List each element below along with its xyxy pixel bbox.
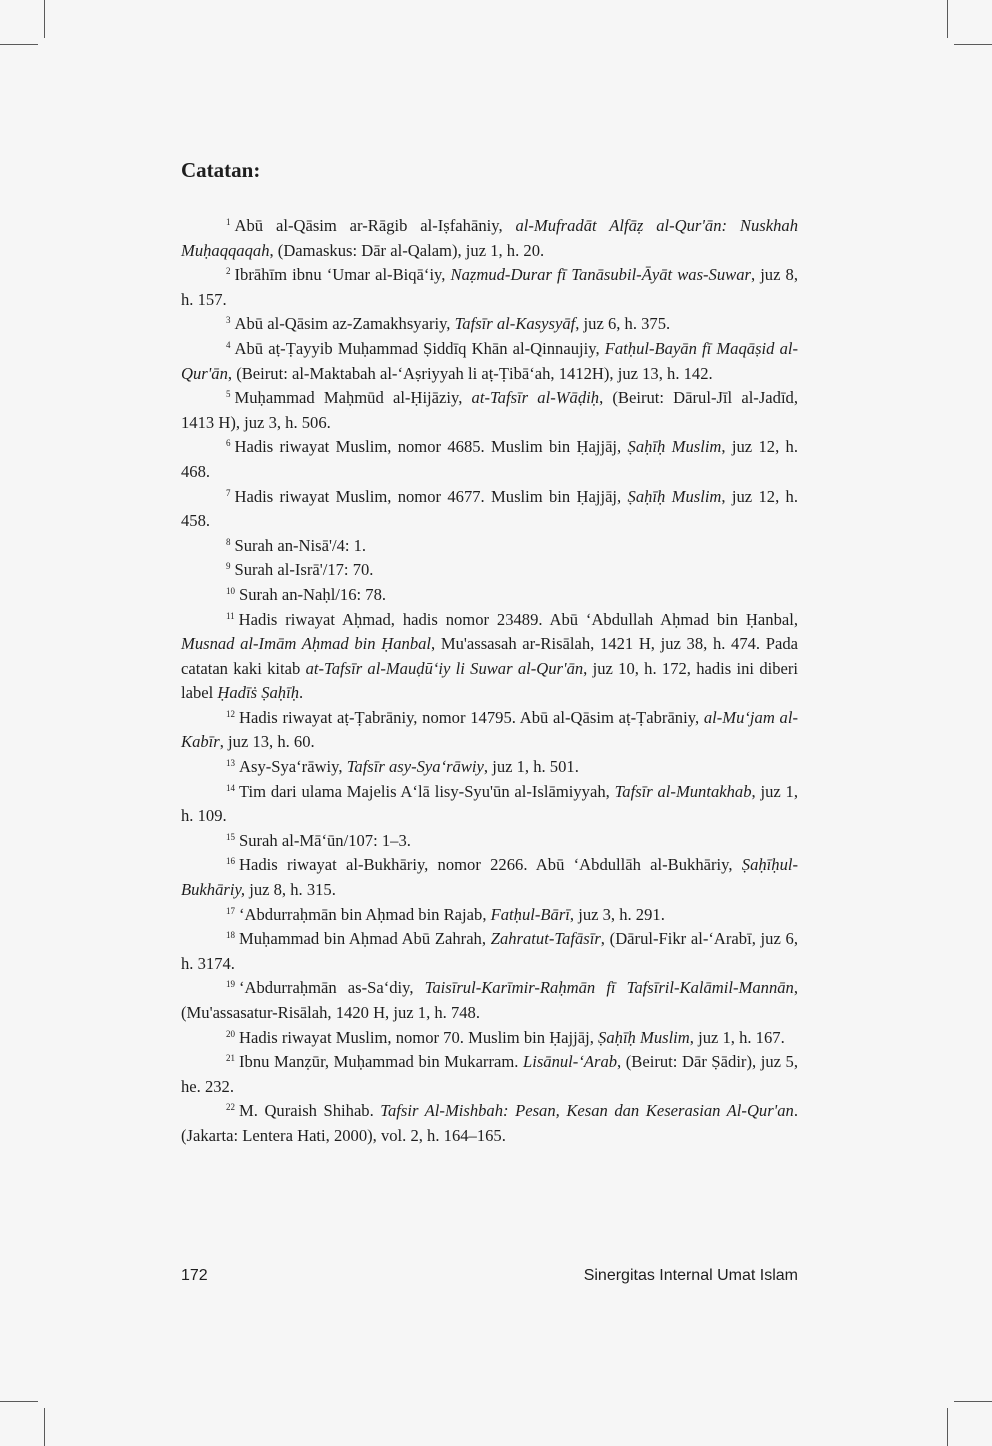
endnote-number: 20 bbox=[226, 1028, 235, 1039]
running-title: Sinergitas Internal Umat Islam bbox=[583, 1267, 798, 1284]
endnote bbox=[181, 608, 798, 706]
endnote bbox=[181, 312, 798, 337]
endnote-number: 21 bbox=[226, 1053, 235, 1064]
endnote-number: 12 bbox=[226, 708, 235, 719]
endnote bbox=[181, 435, 798, 484]
endnote-title: Ḥadīṡ Ṣaḥīḥ bbox=[217, 683, 299, 703]
endnote-text: Ibrāhīm ibnu ʻUmar al-Biqāʻiy, bbox=[234, 265, 451, 285]
endnote-text: , Mu'assasah ar-Risālah, 1421 H, juz 38, h. 474. Pada catatan kaki kitab bbox=[181, 634, 798, 678]
endnotes-list bbox=[181, 214, 798, 1149]
endnote-text: , (Beirut: al-Maktabah al-ʻAṣriyyah li aṭ-Ṭibāʻah, 1412H), juz 13, h. 142. bbox=[227, 363, 713, 383]
endnote-text: . bbox=[299, 683, 304, 703]
endnote bbox=[181, 755, 798, 780]
endnote bbox=[181, 534, 798, 559]
notes-heading: Catatan: bbox=[181, 158, 261, 182]
endnote-text: , (Damaskus: Dār al-Qalam), juz 1, h. 20. bbox=[269, 240, 545, 260]
endnote bbox=[181, 1026, 798, 1051]
endnote-text: Abū al-Qāsim az-Zamakhsyariy, bbox=[234, 314, 455, 334]
endnote-number: 15 bbox=[226, 831, 235, 842]
endnote bbox=[181, 976, 798, 1025]
endnote bbox=[181, 780, 798, 829]
endnote-text: ʻAbdurraḥmān bin Aḥmad bin Rajab, bbox=[239, 904, 491, 924]
endnote-number: 6 bbox=[226, 438, 231, 449]
endnote-text: , juz 10, h. 172, hadis ini diberi label bbox=[181, 658, 799, 703]
endnote bbox=[181, 706, 798, 755]
endnote-text: Abū al-Qāsim ar-Rāgib al-Iṣfahāniy, bbox=[234, 216, 516, 235]
endnote bbox=[181, 583, 798, 608]
endnote-title: at-Tafsīr al-Wāḍiḥ bbox=[471, 388, 600, 408]
endnote-number: 22 bbox=[226, 1102, 235, 1113]
endnote-text: Surah al-Isrā'/17: 70. bbox=[234, 560, 374, 580]
endnote-text: , (Beirut: Dār Ṣādir), juz 5, he. 232. bbox=[181, 1052, 799, 1096]
endnote-title: Fatḥul-Bayān fī Maqāṣid al-Qur'ān bbox=[181, 338, 798, 383]
endnote bbox=[181, 386, 798, 435]
crop-mark bbox=[0, 1401, 38, 1402]
endnote-title: at-Tafsīr al-Mauḍūʻiy li Suwar al-Qur'ān bbox=[305, 658, 584, 678]
endnote-text: Abū aṭ-Ṭayyib Muḥammad Ṣiddīq Khān al-Qinnaujiy, bbox=[234, 338, 605, 358]
endnote-text: Hadis riwayat aṭ-Ṭabrāniy, nomor 14795. Abū al-Qāsim aṭ-Ṭabrāniy, bbox=[239, 707, 704, 727]
endnote-title: Tafsīr asy-Syaʻrāwiy bbox=[346, 757, 484, 777]
endnote-number: 19 bbox=[226, 979, 235, 990]
endnote-title: Tafsīr al-Muntakhab bbox=[614, 781, 752, 801]
endnote-text: . (Jakarta: Lentera Hati, 2000), vol. 2, h. 164–165. bbox=[181, 1101, 798, 1145]
endnote-text: Hadis riwayat al-Bukhāriy, nomor 2266. Abū ʻAbdullāh al-Bukhāriy, bbox=[239, 855, 742, 875]
crop-mark bbox=[947, 0, 948, 38]
crop-mark bbox=[954, 44, 992, 45]
endnote-title: Musnad al-Imām Aḥmad bin Ḥanbal bbox=[181, 634, 432, 654]
endnote-text: , juz 12, h. 458. bbox=[181, 486, 798, 531]
endnote bbox=[181, 927, 798, 976]
endnote-number: 2 bbox=[226, 266, 231, 277]
crop-mark bbox=[954, 1401, 992, 1402]
endnote-number: 16 bbox=[226, 856, 235, 867]
endnote-title: Taisīrul-Karīmir-Raḥmān fī Tafsīril-Kalāmil-Mannān bbox=[424, 978, 794, 998]
endnote-title: Fatḥul-Bārī bbox=[490, 904, 570, 924]
endnote-text: Surah an-Nisā'/4: 1. bbox=[234, 535, 367, 555]
endnote bbox=[181, 558, 798, 583]
endnote-title: Ṣaḥīḥ Muslim bbox=[598, 1027, 690, 1047]
endnote-title: Tafsir Al-Mishbah: Pesan, Kesan dan Keserasian Al-Qur'an bbox=[380, 1101, 794, 1121]
endnote-text: , (Dārul-Fikr al-ʻArabī, juz 6, h. 3174. bbox=[181, 929, 798, 973]
endnote-text: , juz 1, h. 109. bbox=[181, 781, 798, 826]
endnote-number: 8 bbox=[226, 536, 231, 547]
endnote-text: ʻAbdurraḥmān as-Saʻdiy, bbox=[239, 978, 425, 998]
endnote-number: 17 bbox=[226, 905, 235, 916]
endnote-text: juz 8, h. 315. bbox=[245, 880, 336, 900]
endnote-title: al-Muʻjam al-Kabīr bbox=[181, 707, 798, 752]
endnote-title: al-Mufradāt Alfāẓ al-Qur'ān: Nuskhah Muḥaqqaqah bbox=[181, 216, 799, 260]
endnote-title: Zahratut-Tafāsīr bbox=[490, 929, 601, 949]
endnote-text: Hadis riwayat Muslim, nomor 4677. Muslim bin Ḥajjāj, bbox=[234, 486, 628, 506]
endnote bbox=[181, 263, 798, 312]
endnote bbox=[181, 1099, 798, 1148]
endnote-text: , juz 13, h. 60. bbox=[219, 732, 315, 752]
endnote-text: , juz 12, h. 468. bbox=[181, 437, 798, 481]
endnote-text: Muḥammad bin Aḥmad Abū Zahrah, bbox=[239, 929, 491, 949]
endnote-text: Surah an-Naḥl/16: 78. bbox=[239, 584, 387, 604]
endnote-title: Lisānul-ʻArab bbox=[523, 1052, 618, 1072]
endnote-text: M. Quraish Shihab. bbox=[239, 1101, 381, 1121]
endnote-text: , (Beirut: Dārul-Jīl al-Jadīd, 1413 H), juz 3, h. 506. bbox=[181, 388, 799, 432]
endnote-number: 11 bbox=[226, 610, 235, 621]
endnote-text: Hadis riwayat Aḥmad, hadis nomor 23489. Abū ʻAbdullah Aḥmad bin Ḥanbal, bbox=[238, 609, 798, 629]
endnote-number: 4 bbox=[226, 339, 231, 350]
endnote-title: Ṣaḥīḥ Muslim bbox=[627, 486, 722, 506]
endnote bbox=[181, 1050, 798, 1099]
endnote-text: , juz 3, h. 291. bbox=[569, 904, 665, 924]
endnote-number: 1 bbox=[226, 217, 231, 227]
endnote bbox=[181, 853, 798, 902]
endnote-number: 14 bbox=[226, 782, 235, 793]
endnote-text: Muḥammad Maḥmūd al-Ḥijāziy, bbox=[234, 388, 472, 408]
endnote-number: 9 bbox=[226, 561, 231, 572]
endnote-text: Hadis riwayat Muslim, nomor 4685. Muslim bin Ḥajjāj, bbox=[234, 437, 628, 457]
endnote-number: 18 bbox=[226, 930, 235, 941]
endnote-text: Tim dari ulama Majelis Aʻlā lisy-Syu'ūn al-Islāmiyyah, bbox=[239, 781, 615, 801]
endnote-text: , juz 8, h. 157. bbox=[181, 265, 798, 309]
page-number: 172 bbox=[181, 1267, 208, 1284]
crop-mark bbox=[44, 0, 45, 38]
endnote-number: 3 bbox=[226, 315, 231, 326]
endnote-number: 7 bbox=[226, 487, 231, 498]
crop-mark bbox=[44, 1408, 45, 1446]
endnote-title: Ṣaḥīḥ Muslim bbox=[627, 437, 722, 457]
endnote-title: Tafsīr al-Kasysyāf bbox=[454, 314, 576, 334]
endnote-number: 10 bbox=[226, 585, 235, 596]
endnote bbox=[181, 829, 798, 854]
endnote bbox=[181, 214, 798, 263]
crop-mark bbox=[947, 1408, 948, 1446]
endnote-text: Asy-Syaʻrāwiy, bbox=[239, 757, 347, 777]
crop-mark bbox=[0, 44, 38, 45]
endnote-title: Naẓmud-Durar fī Tanāsubil-Āyāt was-Suwar bbox=[450, 265, 751, 285]
endnote bbox=[181, 337, 798, 386]
endnote-number: 5 bbox=[226, 389, 231, 400]
endnote-text: , juz 6, h. 375. bbox=[575, 314, 671, 334]
endnote-text: Hadis riwayat Muslim, nomor 70. Muslim bin Ḥajjāj, bbox=[239, 1027, 599, 1047]
endnote-text: Surah al-Māʻūn/107: 1–3. bbox=[239, 830, 411, 850]
endnote bbox=[181, 903, 798, 928]
endnote-text: , juz 1, h. 167. bbox=[689, 1027, 785, 1047]
endnote-text: , (Mu'assasatur-Risālah, 1420 H, juz 1, h. 748. bbox=[181, 978, 798, 1022]
endnote-text: , juz 1, h. 501. bbox=[483, 757, 579, 777]
endnote bbox=[181, 485, 798, 534]
endnote-number: 13 bbox=[226, 758, 235, 769]
endnote-text: Ibnu Manẓūr, Muḥammad bin Mukarram. bbox=[239, 1052, 523, 1072]
endnote-title: Ṣaḥīḥul-Bukhāriy, bbox=[181, 855, 798, 900]
